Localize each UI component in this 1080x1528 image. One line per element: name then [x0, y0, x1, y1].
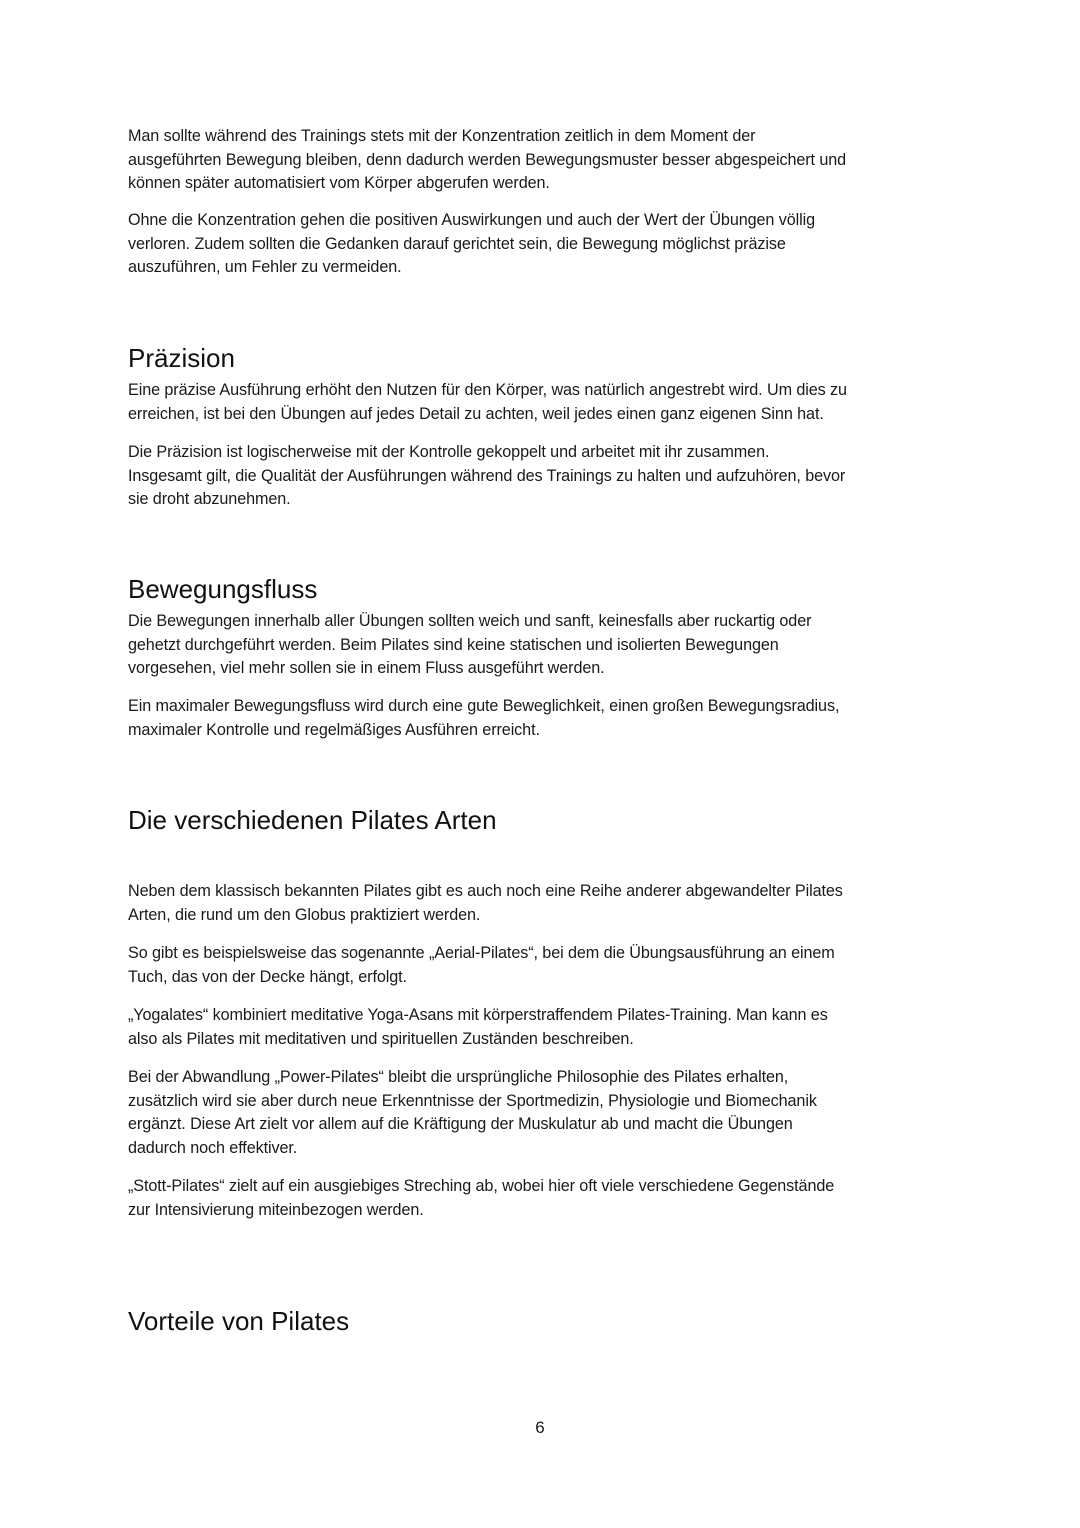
paragraph — [128, 125, 968, 196]
text-line: Man sollte während des Trainings stets mit der Konzentration zeitlich in dem Moment der — [128, 127, 756, 145]
text-line: Tuch, das von der Decke hängt, erfolgt. — [128, 967, 407, 986]
text-line: sie droht abzunehmen. — [128, 490, 291, 509]
paragraph — [128, 209, 968, 280]
section-heading: Bewegungsfluss — [128, 574, 318, 604]
paragraph — [128, 695, 968, 742]
text-line: Neben dem klassisch bekannten Pilates gibt es auch noch eine Reihe anderer abgewandelter Pilates — [128, 882, 843, 900]
text-line: Ohne die Konzentration gehen die positiven Auswirkungen und auch der Wert der Übungen völlig — [128, 211, 816, 229]
text-line: also als Pilates mit meditativen und spirituellen Zuständen beschreiben. — [128, 1029, 634, 1048]
text-line: Die Präzision ist logischerweise mit der Kontrolle gekoppelt und arbeitet mit ihr zusammen. — [128, 443, 770, 461]
paragraph — [128, 880, 968, 927]
text-line: können später automatisiert vom Körper abgerufen werden. — [128, 174, 550, 193]
text-line: Ein maximaler Bewegungsfluss wird durch eine gute Beweglichkeit, einen großen Bewegungsradius, — [128, 697, 840, 715]
text-line: auszuführen, um Fehler zu vermeiden. — [128, 258, 402, 277]
section-heading: Die verschiedenen Pilates Arten — [128, 805, 497, 835]
text-line: vorgesehen, viel mehr sollen sie in einem Fluss ausgeführt werden. — [128, 659, 605, 678]
text-line: gehetzt durchgeführt werden. Beim Pilates sind keine statischen und isolierten Bewegungen — [128, 635, 779, 654]
paragraph — [128, 1175, 968, 1222]
section-heading: Vorteile von Pilates — [128, 1306, 350, 1336]
text-line: ausgeführten Bewegung bleiben, denn dadurch werden Bewegungsmuster besser abgespeichert und — [128, 150, 847, 169]
text-line: Eine präzise Ausführung erhöht den Nutzen für den Körper, was natürlich angestrebt wird. Um dies zu — [128, 381, 847, 399]
paragraph — [128, 610, 968, 681]
text-line: Bei der Abwandlung „Power-Pilates“ bleibt die ursprüngliche Philosophie des Pilates erhalten, — [128, 1068, 789, 1086]
text-line: erreichen, ist bei den Übungen auf jedes Detail zu achten, weil jedes einen ganz eigenen Sinn hat. — [128, 404, 824, 423]
text-line: verloren. Zudem sollten die Gedanken darauf gerichtet sein, die Bewegung möglichst präzise — [128, 234, 786, 253]
paragraph — [128, 1066, 968, 1161]
text-line: ergänzt. Diese Art zielt vor allem auf die Kräftigung der Muskulatur ab und macht die Übungen — [128, 1115, 793, 1134]
text-line: Die Bewegungen innerhalb aller Übungen sollten weich und sanft, keinesfalls aber ruckartig oder — [128, 612, 812, 630]
text-line: Arten, die rund um den Globus praktiziert werden. — [128, 905, 481, 924]
text-line: dadurch noch effektiver. — [128, 1139, 298, 1158]
paragraph — [128, 379, 968, 426]
paragraph — [128, 942, 968, 989]
text-line: maximaler Kontrolle und regelmäßiges Ausführen erreicht. — [128, 720, 540, 739]
paragraph — [128, 441, 968, 512]
paragraph — [128, 1004, 968, 1051]
text-line: „Stott-Pilates“ zielt auf ein ausgiebiges Streching ab, wobei hier oft viele verschiedene Gegenstände — [128, 1177, 835, 1195]
text-line: zur Intensivierung miteinbezogen werden. — [128, 1200, 424, 1219]
page-number: 6 — [535, 1418, 545, 1437]
section-heading: Präzision — [128, 343, 235, 373]
text-line: zusätzlich wird sie aber durch neue Erkenntnisse der Sportmedizin, Physiologie und Biomechanik — [128, 1091, 817, 1110]
text-line: So gibt es beispielsweise das sogenannte „Aerial-Pilates“, bei dem die Übungsausführung an einem — [128, 944, 835, 962]
text-line: „Yogalates“ kombiniert meditative Yoga-Asans mit körperstraffendem Pilates-Training. Man kann es — [128, 1006, 828, 1024]
text-line: Insgesamt gilt, die Qualität der Ausführungen während des Trainings zu halten und aufzuhören, bevor — [128, 466, 846, 485]
